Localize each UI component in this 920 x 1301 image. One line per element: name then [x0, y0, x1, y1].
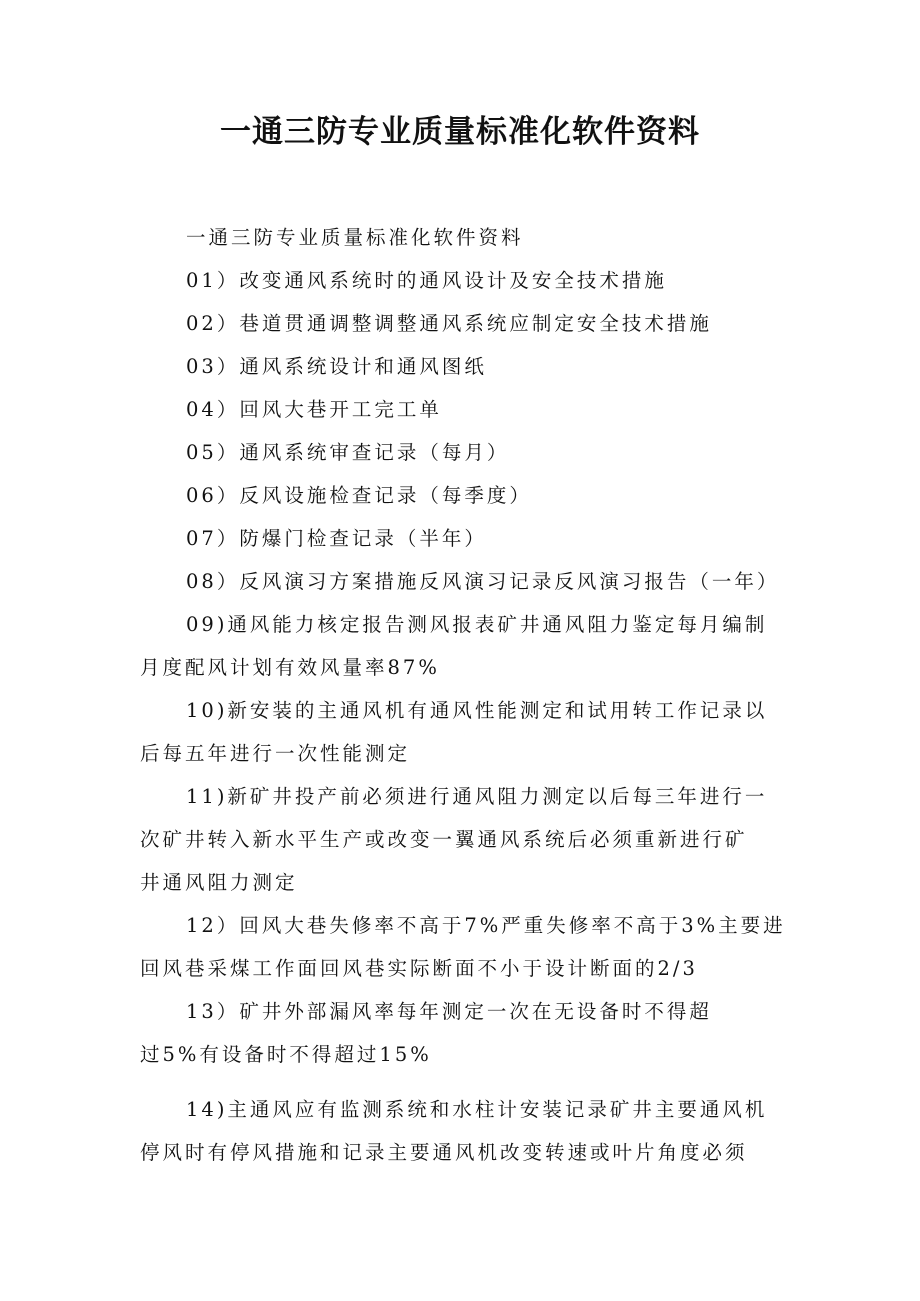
- body-line-item-14: 14)主通风应有监测系统和水柱计安装记录矿井主要通风机: [186, 1098, 768, 1121]
- body-line-item-11-cont2: 井通风阻力测定: [140, 871, 298, 894]
- body-line-heading: 一通三防专业质量标准化软件资料: [186, 226, 524, 249]
- body-line-item-14-cont: 停风时有停风措施和记录主要通风机改变转速或叶片角度必须: [140, 1141, 748, 1164]
- body-line-item-07: 07）防爆门检查记录（半年）: [186, 527, 487, 550]
- body-line-item-01: 01）改变通风系统时的通风设计及安全技术措施: [186, 269, 667, 292]
- body-line-item-09: 09)通风能力核定报告测风报表矿井通风阻力鉴定每月编制: [186, 613, 768, 636]
- body-line-item-12: 12）回风大巷失修率不高于7%严重失修率不高于3%主要进: [186, 914, 786, 937]
- body-line-item-06: 06）反风设施检查记录（每季度）: [186, 484, 532, 507]
- body-line-item-11: 11)新矿井投产前必须进行通风阻力测定以后每三年进行一: [186, 785, 768, 808]
- body-line-item-11-cont: 次矿井转入新水平生产或改变一翼通风系统后必须重新进行矿: [140, 828, 748, 851]
- body-line-item-08: 08）反风演习方案措施反风演习记录反风演习报告（一年）: [186, 570, 780, 593]
- body-line-item-10: 10)新安装的主通风机有通风性能测定和试用转工作记录以: [186, 699, 768, 722]
- body-line-item-05: 05）通风系统审查记录（每月）: [186, 441, 510, 464]
- body-line-item-04: 04）回风大巷开工完工单: [186, 398, 442, 421]
- body-line-item-03: 03）通风系统设计和通风图纸: [186, 355, 487, 378]
- body-line-item-12-cont: 回风巷采煤工作面回风巷实际断面不小于设计断面的2/3: [140, 957, 698, 980]
- body-line-item-13-cont: 过5%有设备时不得超过15%: [140, 1043, 432, 1066]
- body-line-item-02: 02）巷道贯通调整调整通风系统应制定安全技术措施: [186, 312, 712, 335]
- body-line-item-13: 13）矿井外部漏风率每年测定一次在无设备时不得超: [186, 1000, 712, 1023]
- body-line-item-10-cont: 后每五年进行一次性能测定: [140, 742, 411, 765]
- body-line-item-09-cont: 月度配风计划有效风量率87%: [140, 656, 440, 679]
- document-body: [140, 216, 790, 1174]
- document-title: 一通三防专业质量标准化软件资料: [220, 114, 700, 150]
